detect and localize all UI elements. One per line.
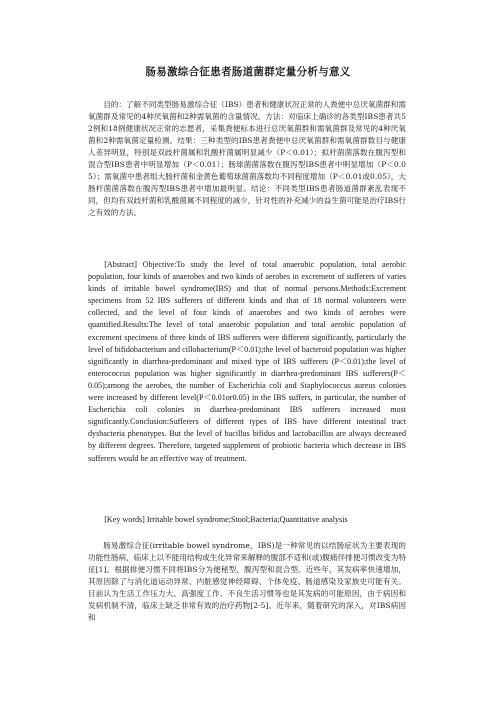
- introduction-paragraph: 肠易激综合征(irritable bowel syndrome，IBS)是一种常见的以结肠症状为主要表现的功能性肠病，临床上以不能用结构或生化异常来解释的腹部不适和(或)腹痛伴排便习惯改变为特征[1]。根据排便习惯不同将IBS分为便秘型、腹泻型和混合型。近些年，其发病率快速增加，其原因除了与消化道运动异常、内脏感觉神经障碍、个体免疫、肠道感染及家族史可能有关。目前认为生活工作压力大、高强度工作、不良生活习惯等也是其发病的可能原因，由于病因和发病机制不清，临床上缺乏非常有效的治疗药物[2-5]。近年来，随着研究的深入，对IBS病因和: [88, 541, 406, 622]
- chinese-abstract: 目的：了解不同类型肠易激综合征（IBS）患者和健康状况正常的人粪便中总厌氧菌群和需氧菌群及常见的4种厌氧菌和2种需氧菌的含量情况。方法：对临床上确诊的各类型IBS患者共52例和18例健康状况正常的志愿者，采集粪便标本进行总厌氧菌群和需氧菌群及常见的4种厌氧菌和2种需氧菌定量检测。结果：三种类型的IBS患者粪便中总厌氧菌群和需氧菌群数目与健康人差异明显，特别是双歧杆菌属和乳酸杆菌属明显减少（P＜0.01）；拟杆菌菌落数在腹泻型和混合型IBS患者中明显增加（P＜0.01）；肠球菌菌落数在腹泻型IBS患者中明显增加（P＜0.05）；需氧菌中患者组大肠杆菌和金黄色葡萄球菌菌落数均不同程度增加（P＜0.01或0.05），大肠杆菌菌落数在腹泻型IBS患者中增加最明显。结论：不同类型IBS患者肠道菌群紊乱表现不同，但均有双歧杆菌和乳酸菌属不同程度的减少，针对性的补充减少的益生菌可能是治疗IBS行之有效的方法。: [88, 100, 406, 217]
- english-abstract: [Abstract] Objective:To study the level of total anaerobic population, total aerobic population, four kinds of anaerobes and two kinds of aerobes in excrement of sufferers of varies kinds of irritable bowel syndrome(IBS) and that of normal persons.Methods:Excrement specimens from 52 IBS sufferers of different kinds and that of 18 normal volunteers were collected, and the level of four kinds of anaerobes and two kinds of aerobes were quantified.Results:The level of total anaerobic population and total aerobic population of excrement specimens of three kinds of IBS sufferers were different significantly, particularly the level of bifidobacterium and cillobacterium(P＜0.01);the level of bacteroid population was higher significantly in diarrhea-predominant and mixed type of IBS sufferers (P＜0.01);the level of enterococcus population was higher significantly in diarrhea-predominant IBS sufferers(P＜0.05);among the aerobes, the number of Escherichia coli and Staphylococcus aureus colonies were increased by different level(P＜0.01or0.05) in the IBS suffers, in particular, the number of Escherichia coli colonies in diarrhea-predominant IBS sufferers increased most significantly.Conclusion:Sufferers of different types of IBS have different intestinal tract dysbacteria phenotypes. But the level of bacillus bifidus and lactobacillus are always decreased by different degrees. Therefore, targeted supplement of probiotic bacteria which decrease in IBS sufferers would be an effective way of treatment.: [88, 260, 406, 463]
- keywords: [Key words] Irritable bowel syndrome;Stool;Bacteria;Quantitative analysis: [104, 515, 348, 524]
- paper-title: 肠易激综合征患者肠道菌群定量分析与意义: [145, 66, 351, 78]
